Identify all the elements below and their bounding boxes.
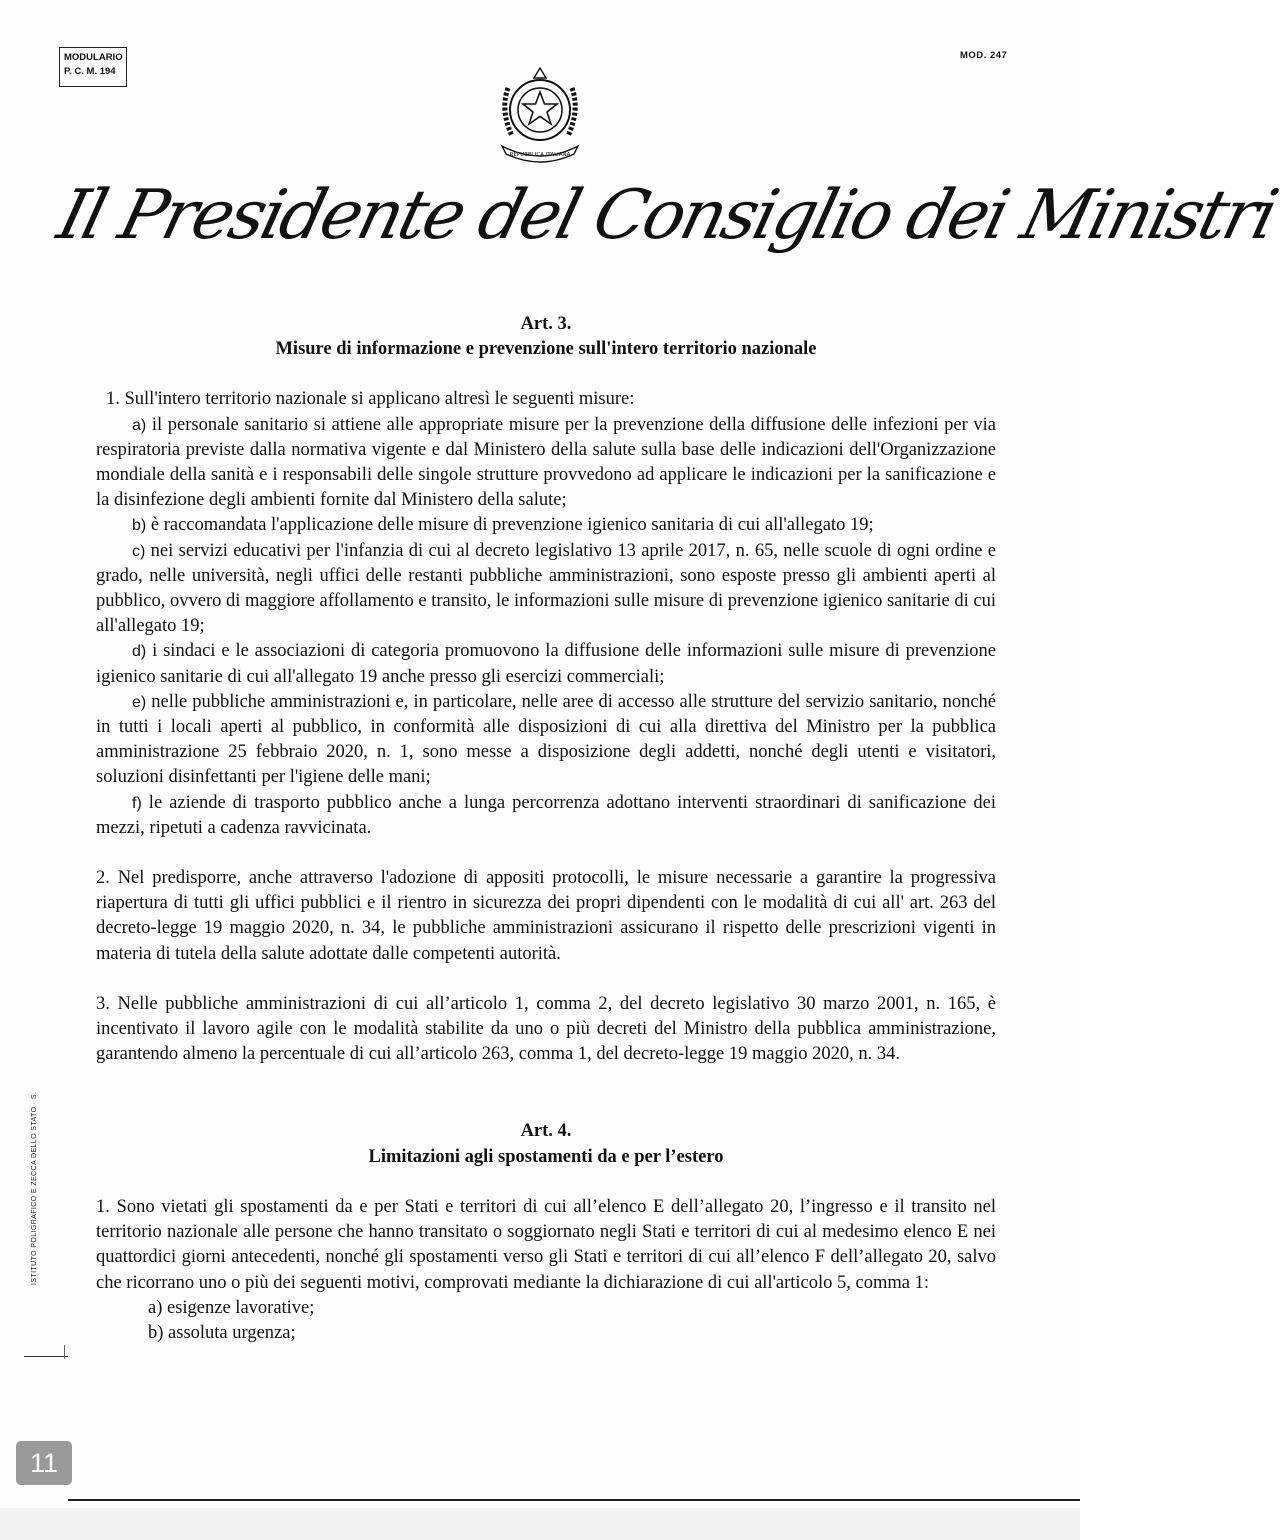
article-4-heading: [96, 1119, 996, 1169]
paragraph: 1. Sull'intero territorio nazionale si applicano altresì le seguenti misure:: [106, 389, 635, 410]
form-box-line: MODULARIO: [64, 52, 123, 63]
item-text: nelle pubbliche amministrazioni e, in particolare, nelle aree di accesso alle strutture del servizio sanitario, nonché in tutti i locali aperti al pubblico, in conformità alle disposizioni di cui alla direttiva del Ministro per la pubblica amministrazione 25 febbraio 2020, n. 1, sono messe a disposizione degli addetti, nonché degli utenti e visitatori, soluzioni disinfettanti per l'igiene delle mani;: [96, 691, 996, 788]
paragraph: 2. Nel predisporre, anche attraverso l'adozione di appositi protocolli, le misure necessarie a garantire la progressiva riapertura di tutti gli uffici pubblici e il rientro in sicurezza dei propri dipendenti con le modalità di cui all' art. 263 del decreto-legge 19 maggio 2020, n. 34, le pubbliche amministrazioni assicurano il rispetto delle prescrizioni vigenti in materia di tutela della salute adottate dalle competenti autorità.: [96, 868, 996, 964]
list-item: a) esigenze lavorative;: [148, 1297, 315, 1318]
form-box: [59, 47, 127, 87]
item-letter: c): [132, 542, 146, 560]
bottom-rule: [68, 1499, 1080, 1501]
item-letter: b): [132, 517, 147, 535]
item-letter: e): [132, 693, 147, 711]
paragraph: 3. Nelle pubbliche amministrazioni di cui all’articolo 1, comma 2, del decreto legislativo 30 marzo 2001, n. 165, è incentivato il lavoro agile con le modalità stabilite da uno o più decreti del Ministro della pubblica amministrazione, garantendo almeno la percentuale di cui all’articolo 263, comma 1, del decreto-legge 19 maggio 2020, n. 34.: [96, 993, 996, 1065]
article-3-heading: [96, 312, 996, 362]
list-item: [96, 791, 996, 841]
page-number-badge: 11: [16, 1441, 72, 1485]
form-code: MOD. 247: [960, 50, 1008, 61]
item-text: nei servizi educativi per l'infanzia di cui al decreto legislativo 13 aprile 2017, n. 65, nelle scuole di ogni ordine e grado, nelle università, negli uffici delle restanti pubbliche amministrazioni, sono esposte presso gli ambienti aperti al pubblico, ovvero di maggiore affollamento e transito, le informazioni sulle misure di prevenzione igienico sanitarie di cui all'allegato 19;: [96, 540, 996, 637]
republic-emblem-icon: [490, 58, 590, 170]
margin-tick: [64, 1345, 65, 1359]
article-number: Art. 3.: [520, 314, 572, 334]
item-text: le aziende di trasporto pubblico anche a lunga percorrenza adottano interventi straordinari di sanificazione dei mezzi, ripetuti a cadenza ravvicinata.: [96, 792, 996, 838]
document-body: [96, 312, 996, 1346]
paragraph: 1. Sono vietati gli spostamenti da e per Stati e territori di cui all’elenco E dell’allegato 20, l’ingresso e il transito nel territorio nazionale alle persone che hanno transitato o soggiornato negli Stati e territori di cui al medesimo elenco E nei quattordici giorni antecedenti, nonché gli spostamenti verso gli Stati e territori di cui all’elenco F dell’allegato 20, salvo che ricorrano uno o più dei seguenti motivi, comprovati mediante la dichiarazione di cui all'articolo 5, comma 1:: [96, 1196, 996, 1293]
article-title: Limitazioni agli spostamenti da e per l’estero: [368, 1146, 724, 1167]
list-item: [96, 539, 996, 640]
article-number: Art. 4.: [520, 1121, 572, 1142]
item-text: è raccomandata l'applicazione delle misure di prevenzione igienico sanitaria di cui all'allegato 19;: [146, 515, 874, 536]
list-item: [96, 690, 996, 791]
emblem-ribbon-text: REPUBBLICA ITALIANA: [509, 152, 571, 158]
item-letter: a): [132, 416, 147, 434]
item-text: i sindaci e le associazioni di categoria promuovono la diffusione delle informazioni sulle misure di prevenzione igienico sanitarie di cui all'allegato 19 anche presso gli esercizi commerciali;: [96, 641, 996, 687]
list-item: [96, 513, 996, 538]
list-item: [96, 413, 996, 514]
form-box-line: P. C. M. 194: [64, 66, 116, 77]
article-title: Misure di informazione e prevenzione sull'intero territorio nazionale: [275, 339, 817, 360]
margin-rule: [24, 1356, 68, 1357]
list-item: [96, 639, 996, 689]
scan-edge: [0, 1508, 1080, 1540]
letterhead-title: Il Presidente del Consiglio dei Ministri: [50, 176, 1283, 255]
item-text: il personale sanitario si attiene alle appropriate misure per la prevenzione della diffusione delle infezioni per via respiratoria previste dalla normativa vigente e dal Ministero della salute sulla base delle indicazioni dell'Organizzazione mondiale della sanità e i responsabili delle singole strutture provvedono ad applicare le indicazioni per la sanificazione e la disinfezione degli ambienti fornite dal Ministero della salute;: [96, 414, 996, 511]
list-item: b) assoluta urgenza;: [148, 1322, 296, 1343]
item-letter: f): [132, 794, 142, 812]
item-letter: d): [132, 643, 147, 661]
printer-imprint: ISTITUTO POLIGRAFICO E ZECCA DELLO STATO · S.: [31, 1091, 38, 1285]
